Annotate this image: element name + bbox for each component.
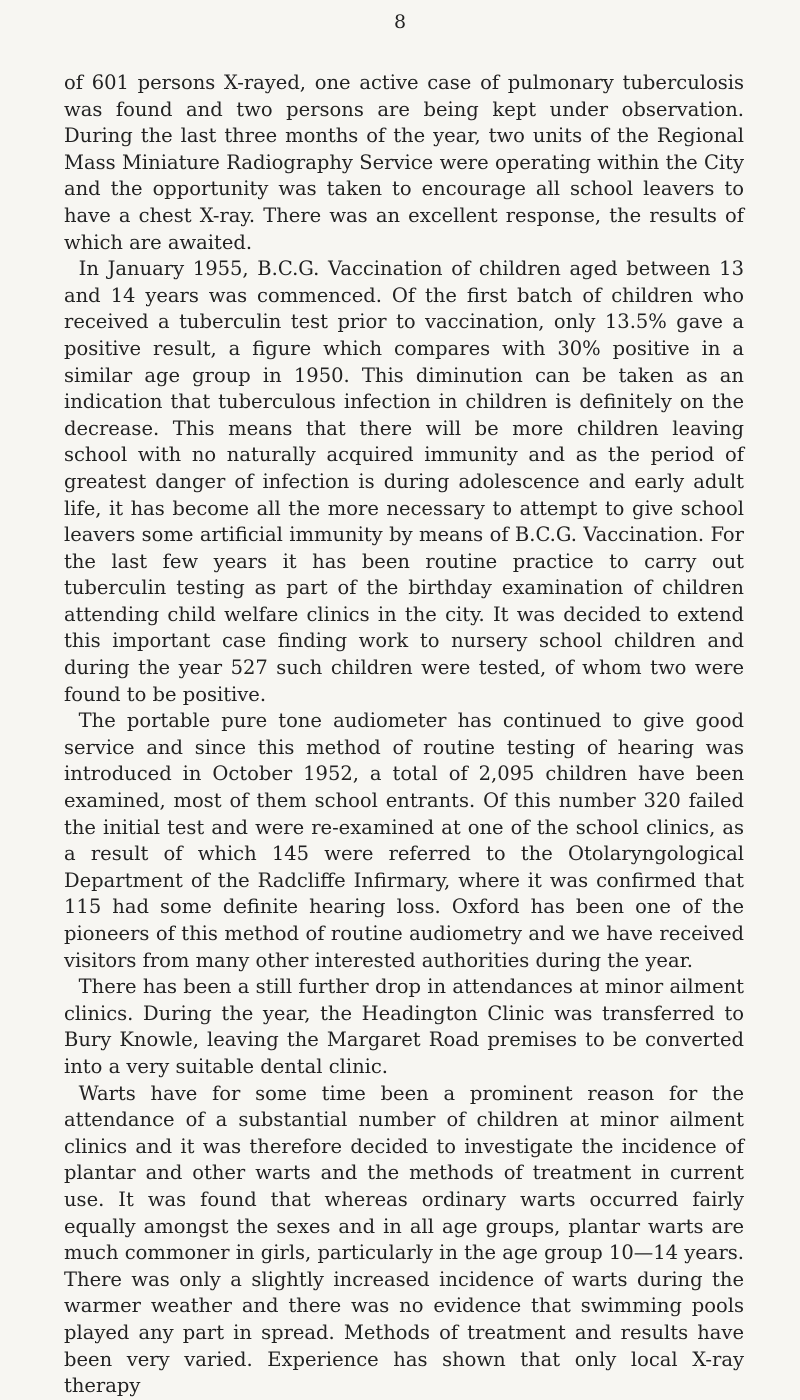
paragraph-audiometer: The portable pure tone audiometer has continued to give good service and since this method of routine testing of hearing was introduced in October 1952, a total of 2,095 children have been examined, most of them school entrants. Of this number 320 failed the initial test and were re-examined at one of the school clinics, as a result of which 145 were referred to the Otolaryngological Department of the Radcliffe Infirmary, where it was confirmed that 115 had some definite hearing loss. Oxford has been one of the pioneers of this method of routine audiometry and we have received visitors from many other interested authorities during the year. <box>64 709 744 972</box>
paragraph-xray-results: of 601 persons X-rayed, one active case of pulmonary tuberculosis was found and two persons are being kept under observation. During the last three months of the year, two units of the Regional Mass Miniature Radiography Service were operating within the City and the opportunity was taken to encourage all school leavers to have a chest X-ray. There was an excellent response, the results of which are awaited. <box>64 71 744 254</box>
paragraph-bcg-vaccination: In January 1955, B.C.G. Vaccination of children aged between 13 and 14 years was commenced. Of the first batch of children who received a tuberculin test prior to vaccination, only 13.5% gave a positive result, a figure which compares with 30% positive in a similar age group in 1950. This diminution can be taken as an indication that tuberculous infection in children is definitely on the decrease. This means that there will be more children leaving school with no naturally acquired immunity and as the period of greatest danger of infection is during adolescence and early adult life, it has become all the more necessary to attempt to give school leavers some artificial immunity by means of B.C.G. Vaccination. For the last few years it has been routine practice to carry out tuberculin testing as part of the birthday examination of children attending child welfare clinics in the city. It was decided to extend this important case finding work to nursery school children and during the year 527 such children were tested, of whom two were found to be positive. <box>64 257 744 706</box>
paragraph-warts: Warts have for some time been a prominent reason for the attendance of a substantial number of children at minor ailment clinics and it was therefore decided to investigate the incidence of plantar and other warts and the methods of treatment in current use. It was found that whereas ordinary warts occurred fairly equally amongst the sexes and in all age groups, plantar warts are much commoner in girls, particularly in the age group 10—14 years. There was only a slightly increased incidence of warts during the warmer weather and there was no evidence that swimming pools played any part in spread. Methods of treatment and results have been very varied. Experience has shown that only local X-ray therapy <box>64 1081 744 1398</box>
page-number: 8 <box>393 11 407 33</box>
body-text <box>64 70 744 1400</box>
paragraph-minor-ailment-clinics: There has been a still further drop in attendances at minor ailment clinics. During the year, the Headington Clinic was transferred to Bury Knowle, leaving the Margaret Road premises to be converted into a very suitable dental clinic. <box>64 975 744 1078</box>
